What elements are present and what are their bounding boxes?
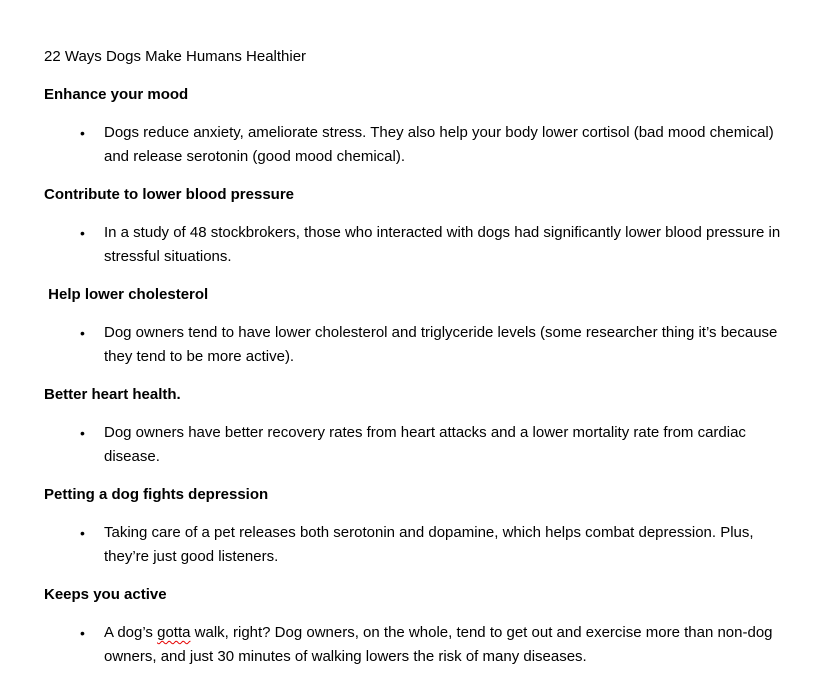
bullet-icon: • xyxy=(80,125,85,141)
section-heading-fights-depression: Petting a dog fights depression xyxy=(44,486,269,503)
bullet-text: Dog owners tend to have lower cholesterol and triglyceride levels (some researcher thing it’s because they tend to be more active). xyxy=(104,324,782,365)
bullet-icon: • xyxy=(80,625,85,641)
section-heading-lower-blood-pressure: Contribute to lower blood pressure xyxy=(44,186,295,203)
bullet-icon: • xyxy=(80,425,85,441)
bullet-text xyxy=(104,621,795,669)
bullet-text: Dogs reduce anxiety, ameliorate stress. They also help your body lower cortisol (bad mood chemical) and release serotonin (good mood chemical). xyxy=(104,124,778,165)
bullet-item xyxy=(44,321,795,369)
section-heading-lower-cholesterol: Help lower cholesterol xyxy=(44,286,209,303)
bullet-text: In a study of 48 stockbrokers, those who interacted with dogs had significantly lower blood pressure in stressful situations. xyxy=(104,224,785,265)
bullet-item xyxy=(44,621,795,669)
bullet-item xyxy=(44,221,795,269)
bullet-text: Taking care of a pet releases both serotonin and dopamine, which helps combat depression. Plus, they’re just good listeners. xyxy=(104,524,758,565)
bullet-icon: • xyxy=(80,325,85,341)
bullet-item xyxy=(44,421,795,469)
section-heading-better-heart-health: Better heart health. xyxy=(44,386,181,403)
bullet-item xyxy=(44,121,795,169)
bullet-icon: • xyxy=(80,225,85,241)
spellcheck-underlined-word: gotta xyxy=(157,624,191,641)
bullet-item xyxy=(44,521,795,569)
section-heading-enhance-your-mood: Enhance your mood xyxy=(44,86,189,103)
bullet-text-segment: walk, right? Dog owners, on the whole, tend to get out and exercise more than non-dog owners, and just 30 minutes of walking lowers the risk of many diseases. xyxy=(104,624,777,665)
document-title: 22 Ways Dogs Make Humans Healthier xyxy=(44,48,307,65)
bullet-icon: • xyxy=(80,525,85,541)
bullet-text: Dog owners have better recovery rates from heart attacks and a lower mortality rate from cardiac disease. xyxy=(104,424,751,465)
bullet-text-segment: A dog’s xyxy=(104,624,158,641)
section-heading-keeps-you-active: Keeps you active xyxy=(44,586,167,603)
